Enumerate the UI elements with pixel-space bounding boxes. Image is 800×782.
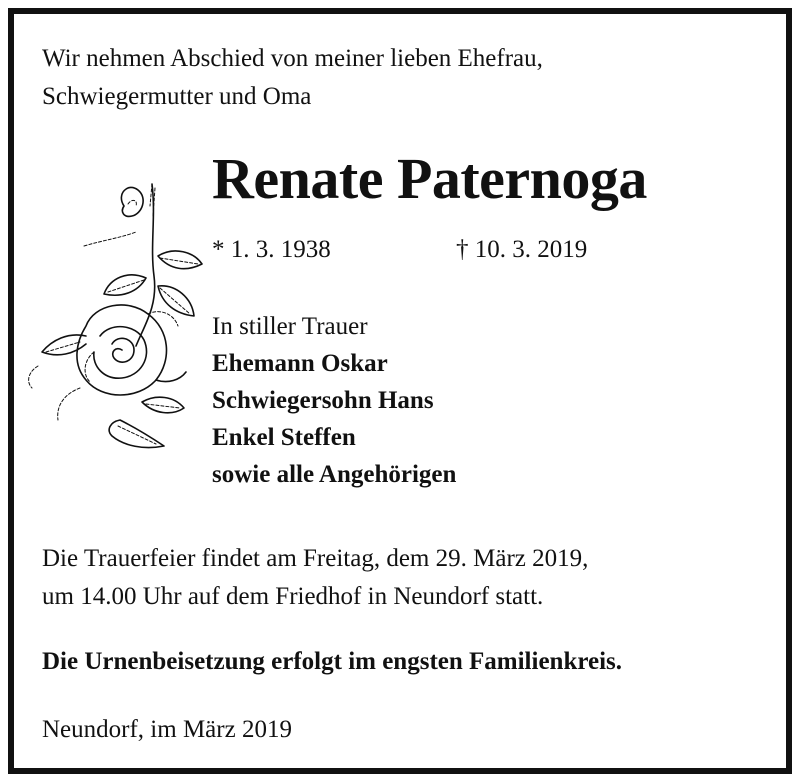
rose-icon	[24, 176, 204, 456]
mourning-intro: In stiller Trauer	[212, 313, 368, 340]
ceremony-line-1: Die Trauerfeier findet am Freitag, dem 29. März 2019,	[42, 545, 589, 572]
urn-note: Die Urnenbeisetzung erfolgt im engsten Familienkreis.	[42, 648, 623, 675]
place-date: Neundorf, im März 2019	[42, 716, 292, 743]
mourner-item: sowie alle Angehörigen	[212, 461, 457, 488]
mourners-block	[212, 308, 456, 493]
obituary-notice	[8, 8, 792, 774]
ceremony-text	[42, 540, 778, 616]
intro-line-2: Schwiegermutter und Oma	[42, 83, 312, 110]
deceased-name: Renate Paternoga	[212, 146, 647, 211]
ceremony-line-2: um 14.00 Uhr auf dem Friedhof in Neundorf statt.	[42, 583, 544, 610]
mourner-item: Enkel Steffen	[212, 424, 356, 451]
life-dates	[212, 234, 588, 266]
mourner-item: Schwiegersohn Hans	[212, 387, 434, 414]
intro-text	[42, 40, 543, 116]
mourner-item: Ehemann Oskar	[212, 350, 388, 377]
death-date: † 10. 3. 2019	[456, 236, 588, 263]
intro-line-1: Wir nehmen Abschied von meiner lieben Ehefrau,	[42, 45, 543, 72]
birth-date: * 1. 3. 1938	[212, 236, 331, 263]
